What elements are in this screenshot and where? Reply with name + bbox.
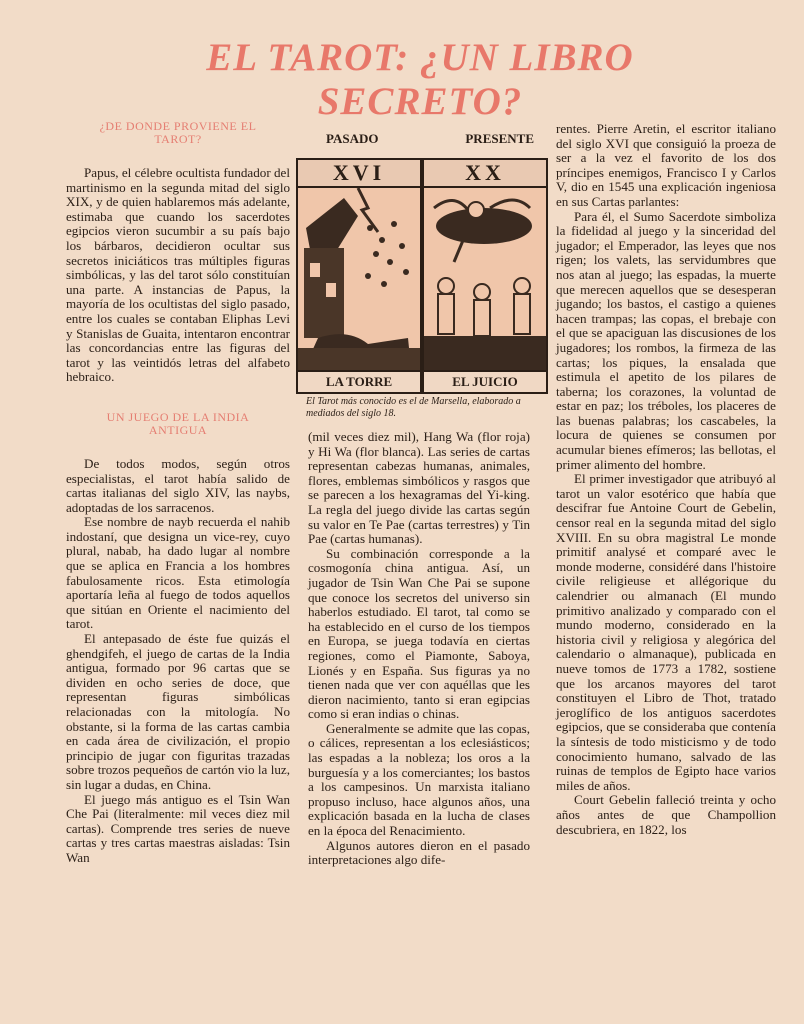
card-labels	[294, 128, 548, 150]
paragraph: Para él, el Sumo Sacerdote simboliza la fidelidad al juego y la sinceridad del jugador; el Emperador, las leyes que nos rigen; los valets, las servidumbres que nos atan al juego; las espadas, la muerte que merecen aquellos que se desesperan jugando; los bastos, el castigo a quienes hacen trampas; las copas, el brebaje con el que se apaciguan las discusiones de los jugadores; los rombos, la firmeza de las cartas; los piques, la ensalada que estimula el apetito de los pilares de taberna; los corazones, la voluntad de estar en paz; los tréboles, los placeres de las buenas palabras; los cascabeles, la locura de quienes se consumen por acumular bienes efímeros; las bellotas, el primer alimento del hombre.	[556, 208, 776, 472]
figure-caption: El Tarot más conocido es el de Marsella, elaborado a mediados del siglo 18.	[306, 396, 521, 419]
paragraph: rentes. Pierre Aretin, el escritor italiano del siglo XVI que consiguió la proeza de ser a la vez el favorito de los dos príncipes enemigos, Francisco I y Carlos V, dio en 1545 una explicación ingeniosa en sus Cartas parlantes:	[556, 121, 776, 209]
title-line-1: EL TAROT: ¿UN LIBRO	[206, 36, 634, 79]
subheading-origin: ¿DE DONDE PROVIENE EL TAROT?	[99, 119, 257, 146]
tarot-cards-figure	[294, 128, 548, 424]
column-2	[308, 430, 530, 868]
paragraph: (mil veces diez mil), Hang Wa (flor roja) y Hi Wa (flor blanca). Las series de cartas representan cabezas humanas, animales, flores, emblemas simbólicos y rasgos que se parecen a los hexagramas del Yi-king. La regla del juego divide las cartas según su valor en Te Pae (cartas terrestres) y Tin Pae (cartas humanas).	[308, 429, 530, 547]
label-presente: PRESENTE	[465, 131, 534, 146]
card-name: EL JUICIO	[424, 370, 546, 392]
title-line-2: SECRETO?	[317, 80, 523, 123]
paragraph: Generalmente se admite que las copas, o cálices, representan a los eclesiásticos; las espadas a la nobleza; los oros a la burguesía y a los comerciantes; los bastos a los campesinos. Un marxista italiano propuso incluso, hace algunos años, una explicación basada en la lucha de clases en la época del Renacimiento.	[308, 720, 530, 839]
subheading-india: UN JUEGO DE LA INDIA ANTIGUA	[106, 409, 250, 437]
paragraph: Su combinación corresponde a la cosmogonía china antigua. Así, un jugador de Tsin Wan Che Pai se supone que conoce los secretos del universo sin haberlos estudiado. El tarot, tal como se ha establecido en el curso de los tiempos en Europa, se juega todavía en ciertas regiones, como el Piamonte, Saboya, Lionés y en España. Sus figuras ya no tienen nada que ver con aquéllas que les dieron nacimiento, tanto si eran egipcias como si eran indias o chinas.	[308, 545, 530, 722]
card-name: LA TORRE	[298, 370, 420, 392]
tower-illustration	[298, 188, 420, 372]
judgement-illustration	[424, 188, 546, 372]
card-el-juicio	[422, 158, 548, 394]
paragraph: El primer investigador que atribuyó al tarot un valor esotérico que había que descifrar fue Antoine Court de Gebelin, censor real en la segunda mitad del siglo XVIII. En su obra magistral Le monde primitif analysé et comparé avec le monde moderne, considéré dans l'histoire civile religieuse et allégorique du calendrier ou almanach (El mundo primitivo analizado y comparado con el mundo moderno, considerado en la historia civil y religiosa y alegórica del calendario o almanaque), publicada en nueve tomos de 1773 a 1782, sostiene que los arcanos mayores del tarot constituyen el Libro de Thot, tratado jeroglífico de los antiguos sacerdotes egipcios, que se consideraba que contenía la síntesis de todo misticismo y de todo conocimiento humano, salvado de las ruinas de templos de Egipto hace varios miles de años.	[556, 471, 776, 793]
paragraph: Algunos autores dieron en el pasado interpretaciones algo dife-	[308, 837, 530, 868]
paragraph: El antepasado de éste fue quizás el ghendgifeh, el juego de cartas de la India antigua, formado por 96 cartas que se dividen en ocho series de doce, que representan figuras simbólicas relacionadas con la mitología. No obstante, si la forma de las cartas cambia en cada área de civilización, el propio principio de jugar con figuritas trazadas sobre trozos pequeños de cartón vio la luz, sin lugar a dudas, en China.	[66, 631, 290, 792]
paragraph: De todos modos, según otros especialistas, el tarot había salido de cartas italianas del siglo XIV, las naybs, adoptadas de los sarracenos.	[66, 455, 290, 515]
card-numeral: XX	[424, 160, 546, 188]
paragraph: Ese nombre de nayb recuerda el nahib indostaní, que designa un vice-rey, cuyo plural, nabab, ha dado lugar al nombre que se aplica en Francia a los hombres fabulosamente ricos. Esta etimología aportaría leña al fuego de todos aquellos que sitúan en Oriente el nacimiento del tarot.	[66, 514, 290, 632]
column-1	[66, 120, 290, 866]
paragraph: Papus, el célebre ocultista fundador del martinismo en la segunda mitad del siglo XIX, y de quien hablaremos más adelante, estimaba que cuando los sacerdotes egipcios vieron sucumbir a su país bajo los bárbaros, decidieron ocultar sus secretos iniciáticos tras múltiples figuras simbólicas, y las del tarot sólo constituían una parte. A instancias de Papus, la mayoría de los ocultistas del siglo pasado, entre los cuales se contaban Eliphas Levi y Stanislas de Guaita, intentaron encontrar las concordancias entre las figuras del tarot y las veintidós letras del alfabeto hebraico.	[66, 165, 290, 385]
column-3	[556, 122, 776, 837]
card-numeral: XVI	[298, 160, 420, 188]
card-la-torre	[296, 158, 422, 394]
paragraph: Court Gebelin falleció treinta y ocho años antes de que Champollion descubriera, en 1822, los	[556, 792, 776, 837]
paragraph: El juego más antiguo es el Tsin Wan Che Pai (literalmente: mil veces diez mil cartas). Comprende tres series de nueve cartas y tres cartas maestras aisladas: Tsin Wan	[66, 791, 290, 865]
label-pasado: PASADO	[326, 131, 379, 146]
article-title	[120, 36, 720, 124]
